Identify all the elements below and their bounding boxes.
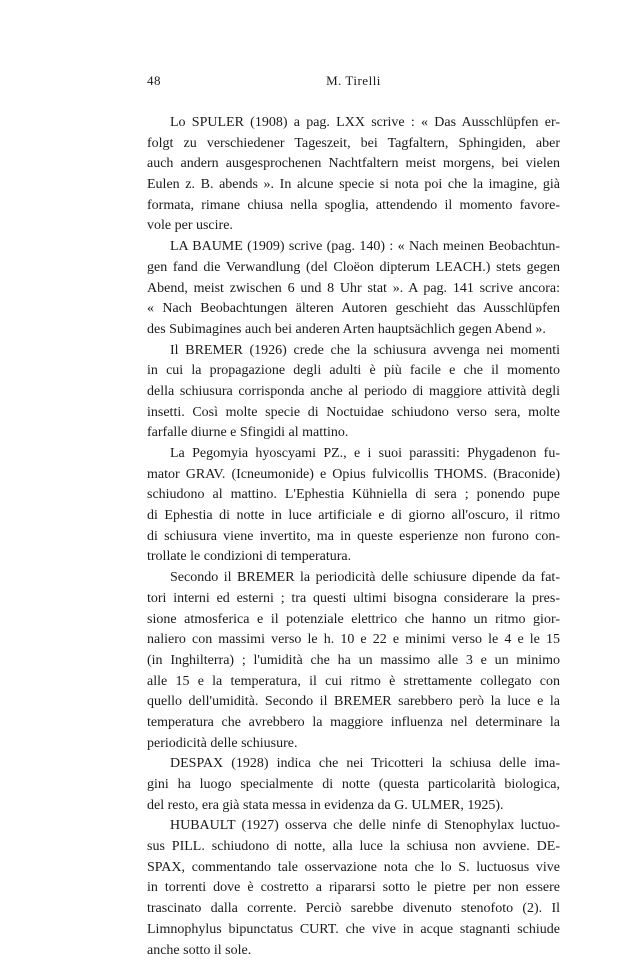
text-line: gen fand die Verwandlung (del Cloëon dipterum LEACH.) stets gegen bbox=[147, 258, 560, 279]
text-line: tori interni ed esterni ; tra questi ultimi bisogna considerare la pres- bbox=[147, 589, 560, 610]
text-line: farfalle diurne e Sfingidi al mattino. bbox=[147, 423, 560, 444]
text-line: temperatura che avrebbero la maggiore influenza nel determinare la bbox=[147, 713, 560, 734]
paragraph-bremer-1 bbox=[147, 341, 560, 444]
text-line: vole per uscire. bbox=[147, 216, 560, 237]
paragraph-despax bbox=[147, 754, 560, 816]
text-line: anche sotto il sole. bbox=[147, 941, 560, 961]
text-line: HUBAULT (1927) osserva che delle ninfe di Stenophylax luctuo- bbox=[147, 816, 560, 837]
text-line: di schiusura viene invertito, ma in queste esperienze non furono con- bbox=[147, 527, 560, 548]
paragraph-hubault bbox=[147, 816, 560, 961]
paragraph-pegomyia bbox=[147, 444, 560, 568]
text-line: alle 15 e la temperatura, il cui ritmo è strettamente collegato con bbox=[147, 672, 560, 693]
page-header bbox=[147, 73, 560, 93]
text-line: folgt zu verschiedener Tageszeit, bei Tagfaltern, Sphingiden, aber bbox=[147, 134, 560, 155]
text-line: La Pegomyia hyoscyami PZ., e i suoi parassiti: Phygadenon fu- bbox=[147, 444, 560, 465]
text-line: in cui la propagazione degli adulti è più facile e che il momento bbox=[147, 361, 560, 382]
text-line: sus PILL. schiudono di notte, alla luce la schiusa non avviene. DE- bbox=[147, 837, 560, 858]
body-text bbox=[147, 113, 560, 961]
text-line: LA BAUME (1909) scrive (pag. 140) : « Nach meinen Beobachtun- bbox=[147, 237, 560, 258]
text-line: Il BREMER (1926) crede che la schiusura avvenga nei momenti bbox=[147, 341, 560, 362]
page-number: 48 bbox=[147, 73, 161, 89]
text-line: insetti. Così molte specie di Noctuidae schiudono verso sera, molte bbox=[147, 403, 560, 424]
text-line: Eulen z. B. abends ». In alcune specie si nota poi che la imagine, già bbox=[147, 175, 560, 196]
paragraph-bremer-2 bbox=[147, 568, 560, 754]
text-line: SPAX, commentando tale osservazione nota che lo S. luctuosus vive bbox=[147, 858, 560, 879]
text-line: periodicità delle schiusure. bbox=[147, 734, 560, 755]
text-line: Abend, meist zwischen 6 und 8 Uhr stat ». A pag. 141 scrive ancora: bbox=[147, 279, 560, 300]
paragraph-la-baume bbox=[147, 237, 560, 340]
text-line: Secondo il BREMER la periodicità delle schiusure dipende da fat- bbox=[147, 568, 560, 589]
text-line: DESPAX (1928) indica che nei Tricotteri la schiusa delle ima- bbox=[147, 754, 560, 775]
text-line: Limnophylus bipunctatus CURT. che vive in acque stagnanti schiude bbox=[147, 920, 560, 941]
text-line: formata, rimane chiusa nella spoglia, attendendo il momento favore- bbox=[147, 196, 560, 217]
text-line: di Ephestia di notte in luce artificiale e di giorno all'oscuro, il ritmo bbox=[147, 506, 560, 527]
text-line: schiudono al mattino. L'Ephestia Kühniella di sera ; ponendo pupe bbox=[147, 485, 560, 506]
text-line: del resto, era già stata messa in evidenza da G. ULMER, 1925). bbox=[147, 796, 560, 817]
text-line: sione atmosferica e il potenziale elettrico che hanno un ritmo gior- bbox=[147, 610, 560, 631]
text-line: in torrenti dove è costretto a ripararsi sotto le pietre per non essere bbox=[147, 878, 560, 899]
running-head: M. Tirelli bbox=[147, 73, 560, 89]
text-line: mator GRAV. (Icneumonide) e Opius fulvicollis THOMS. (Braconide) bbox=[147, 465, 560, 486]
text-line: gini ha luogo specialmente di notte (questa particolarità biologica, bbox=[147, 775, 560, 796]
text-line: naliero con massimi verso le h. 10 e 22 e minimi verso le 4 e le 15 bbox=[147, 630, 560, 651]
paragraph-spuler bbox=[147, 113, 560, 237]
text-line: (in Inghilterra) ; l'umidità che ha un massimo alle 3 e un minimo bbox=[147, 651, 560, 672]
text-line: trollate le condizioni di temperatura. bbox=[147, 547, 560, 568]
text-line: auch andern ausgesprochenen Nachtfaltern meist morgens, bei vielen bbox=[147, 154, 560, 175]
text-line: « Nach Beobachtungen älteren Autoren geschieht das Ausschlüpfen bbox=[147, 299, 560, 320]
text-line: quello dell'umidità. Secondo il BREMER sarebbero però la luce e la bbox=[147, 692, 560, 713]
text-line: della schiusura corrisponda anche al periodo di maggiore attività degli bbox=[147, 382, 560, 403]
text-line: trascinato dalla corrente. Perciò sarebbe divenuto stenofoto (2). Il bbox=[147, 899, 560, 920]
text-line: Lo SPULER (1908) a pag. LXX scrive : « Das Ausschlüpfen er- bbox=[147, 113, 560, 134]
text-line: des Subimagines auch bei anderen Arten hauptsächlich gegen Abend ». bbox=[147, 320, 560, 341]
